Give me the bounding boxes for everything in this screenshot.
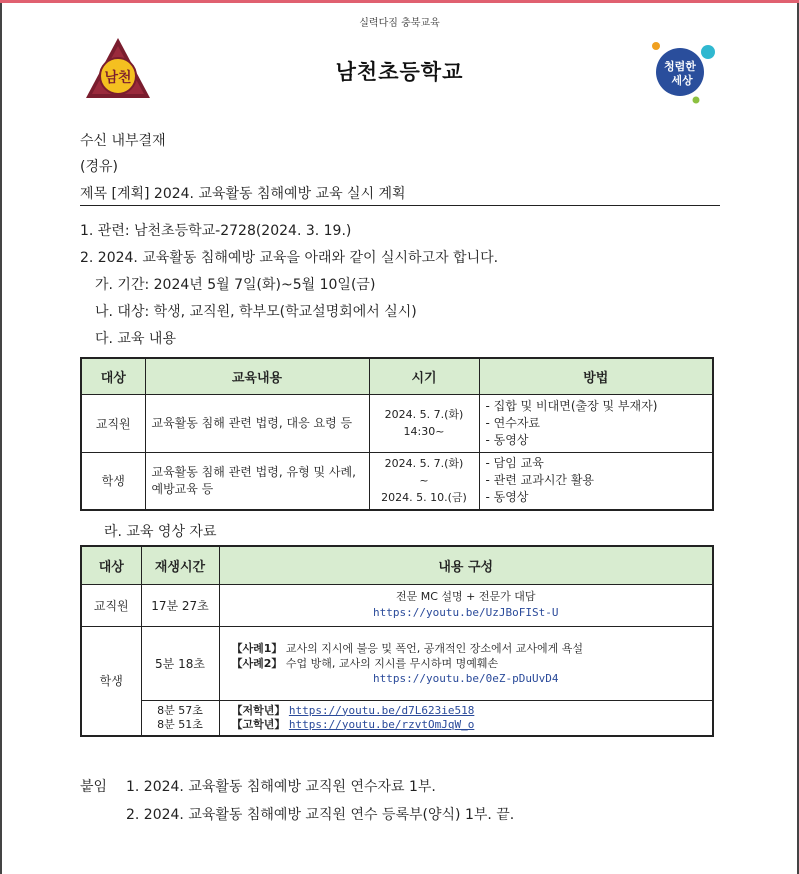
method-item: - 담임 교육: [485, 456, 544, 471]
row-target: 학생: [81, 626, 141, 736]
row-composition: [219, 584, 713, 626]
case2-line: [226, 656, 707, 671]
duration-high: 8분 51초: [157, 717, 203, 731]
video-material-table: [80, 545, 714, 737]
integrity-logo-text-2: 세상: [671, 74, 693, 87]
row-time-mid: ~: [419, 474, 429, 488]
method-item: - 집합 및 비대면(출장 및 부재자): [485, 398, 658, 413]
page-border-left: [0, 3, 2, 874]
row-content: 교육활동 침해 관련 법령, 대응 요령 등: [145, 394, 369, 452]
row-method: [479, 452, 713, 510]
row-duration: 5분 18초: [141, 626, 219, 700]
row-target: 학생: [81, 452, 145, 510]
case1-line: [226, 641, 707, 656]
integrity-logo-text-1: 청렴한: [664, 60, 696, 73]
video-heading: 라. 교육 영상 자료: [104, 524, 217, 540]
row-time-end: 2024. 5. 10.(금): [381, 491, 467, 505]
row-method: [479, 394, 713, 452]
case1-text: 교사의 지시에 불응 및 폭언, 공개적인 장소에서 교사에게 욕설: [285, 641, 584, 655]
case2-text: 수업 방해, 교사의 지시를 무시하며 명예훼손: [285, 656, 499, 670]
attachment-item: 2. 2024. 교육활동 침해예방 교직원 연수 등록부(양식) 1부. 끝.: [126, 807, 515, 823]
table-row: [81, 584, 713, 626]
table-row: [81, 394, 713, 452]
method-item: - 관련 교과시간 활용: [485, 473, 595, 488]
low-grade-line: [226, 704, 707, 718]
row-time-start: 2024. 5. 7.(화): [384, 457, 464, 471]
row-duration: 17분 27초: [141, 584, 219, 626]
high-grade-link[interactable]: https://youtu.be/rzvtOmJqW_o: [288, 717, 475, 731]
table-row: [81, 700, 713, 736]
row-composition: [219, 626, 713, 700]
row-time: [369, 452, 479, 510]
staff-video-link[interactable]: https://youtu.be/UzJBoFISt-U: [373, 606, 559, 619]
case2-label: 【사례2】: [231, 656, 283, 670]
table-row: [81, 626, 713, 700]
method-item: - 연수자료: [485, 415, 541, 430]
intro-line: 2. 2024. 교육활동 침해예방 교육을 아래와 같이 실시하고자 합니다.: [80, 250, 499, 266]
recipient-line: 수신 내부결재: [80, 133, 166, 149]
table-header-row: [81, 546, 713, 584]
education-content-table: [80, 357, 714, 511]
top-accent-bar: [0, 0, 799, 3]
row-time: [369, 394, 479, 452]
low-grade-link[interactable]: https://youtu.be/d7L623ie518: [288, 703, 475, 717]
row-composition: [219, 700, 713, 736]
col-content: 교육내용: [145, 358, 369, 394]
row-time-mid: 14:30~: [403, 425, 445, 438]
student-video-link[interactable]: https://youtu.be/0eZ-pDuUvD4: [373, 671, 559, 685]
staff-desc: 전문 MC 설명 + 전문가 대담: [395, 590, 536, 603]
table-row: [81, 452, 713, 510]
col-target: 대상: [81, 358, 145, 394]
row-target: 교직원: [81, 584, 141, 626]
slogan: 실력다짐 충북교육: [359, 18, 440, 29]
row-time-start: 2024. 5. 7.(화): [384, 408, 464, 421]
high-grade-label: 【고학년】: [231, 717, 286, 731]
via-line: (경유): [80, 159, 118, 175]
col-method: 방법: [479, 358, 713, 394]
col-duration: 재생시간: [141, 546, 219, 584]
table-header-row: [81, 358, 713, 394]
col-target: 대상: [81, 546, 141, 584]
subject-divider: [80, 205, 720, 206]
target-line: 나. 대상: 학생, 교직원, 학부모(학교설명회에서 실시): [95, 304, 417, 320]
case1-label: 【사례1】: [231, 641, 283, 655]
school-title: 남천초등학교: [335, 60, 464, 84]
method-item: - 동영상: [485, 490, 529, 505]
related-line: 1. 관련: 남천초등학교-2728(2024. 3. 19.): [80, 223, 352, 239]
attachment-label: 붙임: [80, 779, 108, 795]
row-target: 교직원: [81, 394, 145, 452]
school-logo-icon: [84, 36, 152, 104]
col-time: 시기: [369, 358, 479, 394]
col-composition: 내용 구성: [219, 546, 713, 584]
method-item: - 동영상: [485, 432, 529, 447]
row-duration: [141, 700, 219, 736]
integrity-logo-icon: [650, 40, 720, 104]
period-line: 가. 기간: 2024년 5월 7일(화)~5월 10일(금): [95, 277, 376, 293]
attachment-item: 1. 2024. 교육활동 침해예방 교직원 연수자료 1부.: [126, 779, 436, 795]
duration-low: 8분 57초: [157, 703, 203, 717]
content-heading: 다. 교육 내용: [95, 331, 176, 347]
row-content: 교육활동 침해 관련 법령, 유형 및 사례, 예방교육 등: [145, 452, 369, 510]
low-grade-label: 【저학년】: [231, 703, 286, 717]
subject-line: 제목 [계획] 2024. 교육활동 침해예방 교육 실시 계획: [80, 186, 406, 202]
high-grade-line: [226, 718, 707, 732]
school-logo-text: 남천: [104, 70, 132, 86]
